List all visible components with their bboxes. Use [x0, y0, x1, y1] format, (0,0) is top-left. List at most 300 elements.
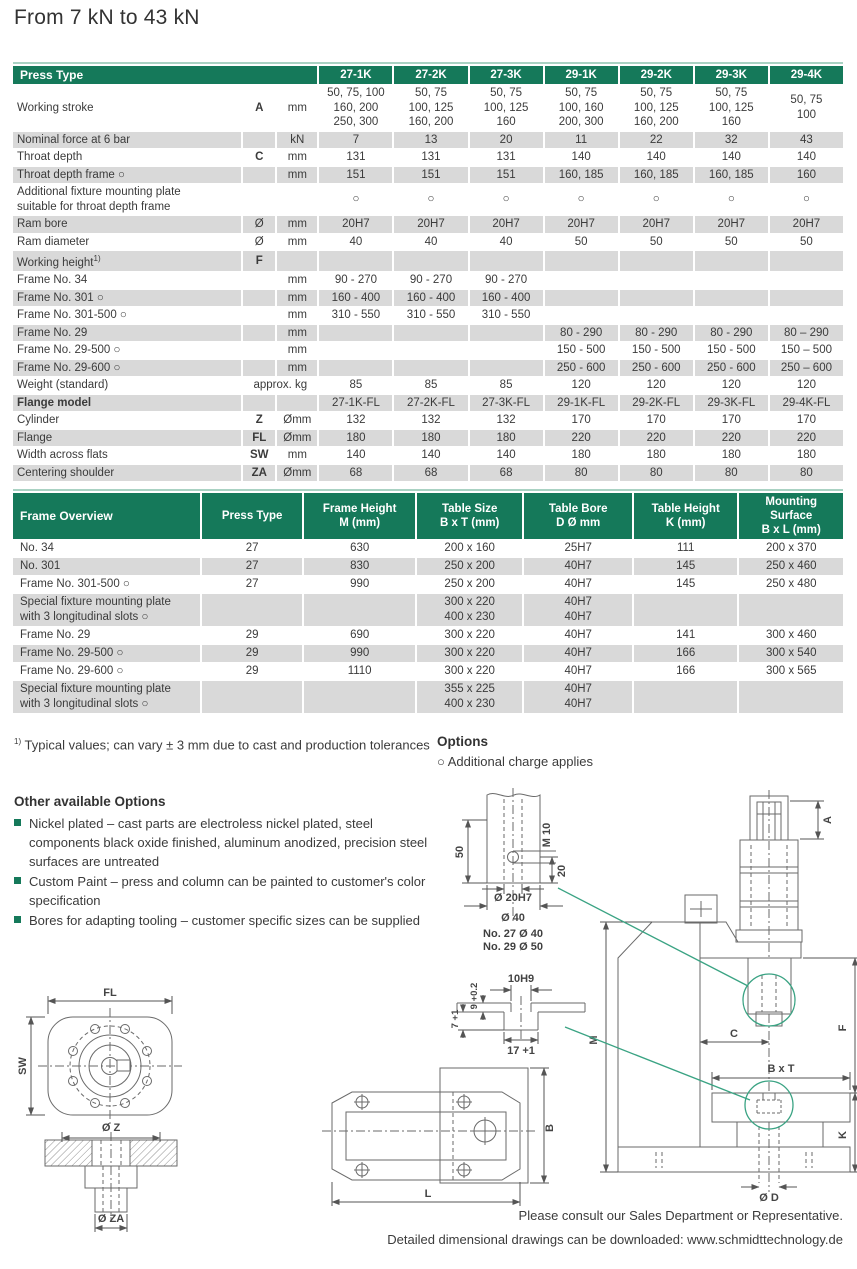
- row-value: ○: [620, 184, 693, 215]
- row-label: Throat depth: [13, 149, 241, 166]
- press-type-table-section: [13, 62, 843, 482]
- row-value: 180: [770, 447, 843, 464]
- row-value: 80: [620, 465, 693, 482]
- table-row: [13, 663, 843, 680]
- row-value: 120: [770, 377, 843, 394]
- row-unit: mm: [277, 307, 317, 324]
- frame-table-column-header: Press Type: [202, 493, 302, 539]
- frame-overview-table-section: [13, 489, 843, 714]
- row-value: 29: [202, 663, 302, 680]
- flange-dim-fl: FL: [103, 987, 117, 999]
- row-value: [620, 272, 693, 289]
- row-symbol: [243, 395, 275, 412]
- row-value: 140: [470, 447, 543, 464]
- option-list-item: Nickel plated – cast parts are electroless nickel plated, steel components black oxide finished, aluminum anodized, precision steel surfaces are untreated: [14, 814, 442, 871]
- page-title: From 7 kN to 43 kN: [14, 6, 200, 29]
- row-value: [739, 681, 843, 713]
- table-row: [13, 594, 843, 626]
- row-value: 166: [634, 645, 738, 662]
- press-dim-m: M: [588, 1035, 600, 1045]
- row-value: [695, 290, 768, 307]
- row-value: [394, 251, 467, 271]
- base-top-view-drawing: [322, 1068, 556, 1206]
- row-value: 160, 185: [545, 167, 618, 184]
- row-value: 160 - 400: [319, 290, 392, 307]
- row-label: Frame No. 29: [13, 325, 241, 342]
- row-value: 145: [634, 558, 738, 575]
- row-label: Nominal force at 6 bar: [13, 132, 241, 149]
- row-value: 180: [620, 447, 693, 464]
- row-value: 170: [770, 412, 843, 429]
- table-row: [13, 325, 843, 342]
- row-value: 300 x 540: [739, 645, 843, 662]
- row-symbol: [243, 360, 275, 377]
- row-value: [634, 681, 738, 713]
- row-value: [634, 594, 738, 626]
- row-value: 160 - 400: [470, 290, 543, 307]
- row-label: Frame No. 301-500 ○: [13, 576, 200, 593]
- press-dim-f: F: [837, 1024, 849, 1032]
- callout-line-slot: [565, 1027, 750, 1100]
- press-dim-a: A: [822, 816, 834, 824]
- row-value: 220: [545, 430, 618, 447]
- row-unit: mm: [277, 167, 317, 184]
- table-row: [13, 377, 843, 394]
- ram-dim-m10: M 10: [541, 822, 553, 848]
- technical-drawings: [0, 780, 857, 1269]
- table-row: [13, 465, 843, 482]
- press-dim-c: C: [730, 1028, 738, 1040]
- row-value: 150 - 500: [545, 342, 618, 359]
- row-value: 310 - 550: [394, 307, 467, 324]
- row-value: [319, 342, 392, 359]
- table-row: [13, 85, 843, 131]
- row-label: Ram diameter: [13, 234, 241, 251]
- row-value: 20H7: [620, 216, 693, 233]
- row-label: Width across flats: [13, 447, 241, 464]
- row-value: 170: [695, 412, 768, 429]
- row-label: Frame No. 29-600 ○: [13, 663, 200, 680]
- tslot-detail-drawing: [450, 973, 585, 1057]
- ram-note-29: No. 29 Ø 50: [483, 941, 543, 953]
- row-value: 132: [394, 412, 467, 429]
- row-value: 140: [545, 149, 618, 166]
- row-unit: Ømm: [277, 430, 317, 447]
- row-value: 830: [304, 558, 415, 575]
- options-block: [437, 732, 593, 772]
- press-type-column-header: 27-3K: [470, 66, 543, 84]
- row-value: 250 x 200: [417, 558, 523, 575]
- row-value: 990: [304, 645, 415, 662]
- row-value: 90 - 270: [394, 272, 467, 289]
- table-row: [13, 645, 843, 662]
- row-label: Throat depth frame ○: [13, 167, 241, 184]
- row-value: [545, 272, 618, 289]
- row-value: 355 x 225 400 x 230: [417, 681, 523, 713]
- row-value: 90 - 270: [470, 272, 543, 289]
- row-value: 40H7 40H7: [524, 681, 632, 713]
- row-value: [202, 594, 302, 626]
- row-value: 29-1K-FL: [545, 395, 618, 412]
- row-symbol: SW: [243, 447, 275, 464]
- row-label: Special fixture mounting plate with 3 longitudinal slots ○: [13, 681, 200, 713]
- row-unit: Ømm: [277, 465, 317, 482]
- row-value: 20H7: [394, 216, 467, 233]
- row-label: Frame No. 34: [13, 272, 241, 289]
- row-value: 250 - 600: [545, 360, 618, 377]
- press-type-column-header: 29-3K: [695, 66, 768, 84]
- row-value: [739, 594, 843, 626]
- row-unit: mm: [277, 325, 317, 342]
- row-label: No. 301: [13, 558, 200, 575]
- row-value: ○: [394, 184, 467, 215]
- row-label: Ram bore: [13, 216, 241, 233]
- row-label: Frame No. 29-600 ○: [13, 360, 241, 377]
- row-unit: kN: [277, 132, 317, 149]
- option-list-item: Custom Paint – press and column can be painted to customer's color specification: [14, 872, 442, 910]
- row-value: 40H7: [524, 645, 632, 662]
- frame-table-column-header: Table Size B x T (mm): [417, 493, 523, 539]
- row-value: 300 x 220 400 x 230: [417, 594, 523, 626]
- table-row: [13, 216, 843, 233]
- row-label: Special fixture mounting plate with 3 longitudinal slots ○: [13, 594, 200, 626]
- table-row: [13, 447, 843, 464]
- row-value: 120: [620, 377, 693, 394]
- row-value: 180: [695, 447, 768, 464]
- row-value: 29-2K-FL: [620, 395, 693, 412]
- row-value: 250 - 600: [695, 360, 768, 377]
- row-value: 40H7: [524, 627, 632, 644]
- row-value: 27: [202, 558, 302, 575]
- table-row: [13, 167, 843, 184]
- row-value: 220: [620, 430, 693, 447]
- row-value: 50, 75 100, 125 160, 200: [620, 85, 693, 131]
- row-label: Frame No. 301-500 ○: [13, 307, 241, 324]
- row-value: 180: [545, 447, 618, 464]
- base-bolt-holes: [354, 1094, 499, 1178]
- row-value: 29: [202, 645, 302, 662]
- row-value: 150 - 500: [620, 342, 693, 359]
- row-value: [470, 325, 543, 342]
- row-value: 140: [394, 447, 467, 464]
- footer-line-1: Please consult our Sales Department or Representative.: [518, 1208, 843, 1223]
- row-value: 13: [394, 132, 467, 149]
- press-type-column-header: 29-2K: [620, 66, 693, 84]
- row-symbol: C: [243, 149, 275, 166]
- row-value: 250 x 480: [739, 576, 843, 593]
- base-dim-b: B: [544, 1124, 556, 1132]
- table-header-row: [13, 493, 843, 539]
- row-value: 131: [394, 149, 467, 166]
- table-row: [13, 290, 843, 307]
- row-value: ○: [695, 184, 768, 215]
- row-value: 140: [620, 149, 693, 166]
- press-type-column-header: 27-2K: [394, 66, 467, 84]
- row-value: 120: [545, 377, 618, 394]
- row-symbol: [243, 184, 275, 215]
- row-value: [770, 251, 843, 271]
- row-value: 40H7: [524, 663, 632, 680]
- row-value: 140: [319, 447, 392, 464]
- row-value: 50, 75 100, 125 160: [470, 85, 543, 131]
- row-symbol: [243, 307, 275, 324]
- row-value: 250 x 200: [417, 576, 523, 593]
- row-value: 40H7: [524, 558, 632, 575]
- row-value: 20H7: [770, 216, 843, 233]
- row-symbol: Ø: [243, 234, 275, 251]
- row-value: [470, 360, 543, 377]
- row-symbol: [243, 325, 275, 342]
- row-label: Centering shoulder: [13, 465, 241, 482]
- row-label: Flange model: [13, 395, 241, 412]
- row-value: 300 x 220: [417, 663, 523, 680]
- ram-note-27: No. 27 Ø 40: [483, 928, 543, 940]
- row-value: [394, 342, 467, 359]
- row-symbol: Z: [243, 412, 275, 429]
- footer: [283, 1204, 843, 1252]
- table-row: [13, 360, 843, 377]
- row-value: [620, 290, 693, 307]
- row-value: 690: [304, 627, 415, 644]
- row-label: No. 34: [13, 540, 200, 557]
- table-accent-line: [13, 62, 843, 64]
- row-value: 11: [545, 132, 618, 149]
- row-symbol: A: [243, 85, 275, 131]
- row-value: 27: [202, 540, 302, 557]
- row-value: 220: [770, 430, 843, 447]
- row-value: 40: [319, 234, 392, 251]
- row-value: 90 - 270: [319, 272, 392, 289]
- row-value: 160 - 400: [394, 290, 467, 307]
- row-label: Working height$^{1)}$: [13, 251, 241, 271]
- row-value: 50, 75 100, 125 160: [695, 85, 768, 131]
- row-value: 40: [394, 234, 467, 251]
- row-value: 22: [620, 132, 693, 149]
- row-value: 80 – 290: [770, 325, 843, 342]
- row-value: 50: [770, 234, 843, 251]
- row-unit: approx. kg: [243, 377, 317, 394]
- table-row: [13, 342, 843, 359]
- row-value: 310 - 550: [470, 307, 543, 324]
- row-value: 300 x 220: [417, 627, 523, 644]
- press-type-column-header: 27-1K: [319, 66, 392, 84]
- row-value: 20H7: [545, 216, 618, 233]
- row-value: 170: [620, 412, 693, 429]
- row-value: 150 - 500: [695, 342, 768, 359]
- row-symbol: FL: [243, 430, 275, 447]
- row-value: 43: [770, 132, 843, 149]
- row-value: 40H7: [524, 576, 632, 593]
- row-value: 50, 75, 100 160, 200 250, 300: [319, 85, 392, 131]
- row-value: [770, 272, 843, 289]
- row-value: 27-1K-FL: [319, 395, 392, 412]
- row-label: Frame No. 301 ○: [13, 290, 241, 307]
- row-value: [394, 360, 467, 377]
- frame-table-column-header: Frame Height M (mm): [304, 493, 415, 539]
- row-unit: Ømm: [277, 412, 317, 429]
- row-value: 300 x 220: [417, 645, 523, 662]
- row-value: 40H7 40H7: [524, 594, 632, 626]
- row-value: 111: [634, 540, 738, 557]
- frame-table-column-header: Table Bore D Ø mm: [524, 493, 632, 539]
- row-value: 32: [695, 132, 768, 149]
- footnote: [14, 732, 434, 755]
- base-dim-l: L: [424, 1188, 432, 1200]
- row-label: Weight (standard): [13, 377, 241, 394]
- row-label: Frame No. 29-500 ○: [13, 645, 200, 662]
- row-symbol: [243, 132, 275, 149]
- press-type-table: [11, 65, 845, 482]
- row-value: 630: [304, 540, 415, 557]
- row-value: 27: [202, 576, 302, 593]
- tslot-dim-9: 9 +0.2: [469, 982, 480, 1010]
- footnote-text: Typical values; can vary ± 3 mm due to cast and production tolerances: [24, 737, 430, 753]
- press-dim-d: Ø D: [759, 1192, 779, 1204]
- row-value: 50: [695, 234, 768, 251]
- press-type-column-header: 29-4K: [770, 66, 843, 84]
- frame-table-column-header: Table Height K (mm): [634, 493, 738, 539]
- row-symbol: [243, 272, 275, 289]
- row-value: 160, 185: [695, 167, 768, 184]
- ram-dim-bore: Ø 20H7: [494, 892, 532, 904]
- row-value: 131: [470, 149, 543, 166]
- row-symbol: [243, 342, 275, 359]
- row-symbol: F: [243, 251, 275, 271]
- row-unit: [277, 184, 317, 215]
- row-value: [304, 681, 415, 713]
- row-value: 85: [319, 377, 392, 394]
- row-value: [770, 290, 843, 307]
- row-value: 40: [470, 234, 543, 251]
- row-unit: mm: [277, 342, 317, 359]
- table-accent-line: [13, 489, 843, 491]
- row-value: 151: [394, 167, 467, 184]
- table-row: [13, 540, 843, 557]
- row-value: 150 – 500: [770, 342, 843, 359]
- press-side-view-drawing: [588, 790, 857, 1204]
- flange-dim-za: Ø ZA: [97, 1213, 125, 1225]
- row-unit: [277, 251, 317, 271]
- row-value: [545, 290, 618, 307]
- row-value: 180: [394, 430, 467, 447]
- row-label: Cylinder: [13, 412, 241, 429]
- table-row: [13, 149, 843, 166]
- row-value: 250 - 600: [620, 360, 693, 377]
- footnote-marker: 1): [14, 737, 22, 746]
- row-value: 68: [394, 465, 467, 482]
- row-value: 80: [695, 465, 768, 482]
- row-value: 68: [319, 465, 392, 482]
- ram-dim-20: 20: [556, 864, 568, 878]
- row-value: 170: [545, 412, 618, 429]
- row-value: 132: [319, 412, 392, 429]
- row-label: Additional fixture mounting plate suitable for throat depth frame: [13, 184, 241, 215]
- row-value: 310 - 550: [319, 307, 392, 324]
- table-row: [13, 251, 843, 271]
- row-value: 131: [319, 149, 392, 166]
- row-value: 50: [545, 234, 618, 251]
- row-value: 29-4K-FL: [770, 395, 843, 412]
- row-value: [545, 307, 618, 324]
- row-value: 68: [470, 465, 543, 482]
- row-value: 25H7: [524, 540, 632, 557]
- table-row: [13, 272, 843, 289]
- row-value: 140: [695, 149, 768, 166]
- row-value: 151: [470, 167, 543, 184]
- row-value: 20H7: [319, 216, 392, 233]
- row-value: 300 x 460: [739, 627, 843, 644]
- row-unit: mm: [277, 447, 317, 464]
- row-unit: [277, 395, 317, 412]
- row-value: ○: [470, 184, 543, 215]
- row-value: 120: [695, 377, 768, 394]
- row-value: 50, 75 100: [770, 85, 843, 131]
- row-unit: mm: [277, 149, 317, 166]
- row-value: 29: [202, 627, 302, 644]
- ram-dim-outer: Ø 40: [501, 912, 525, 924]
- row-value: [304, 594, 415, 626]
- row-value: ○: [545, 184, 618, 215]
- row-value: 80: [545, 465, 618, 482]
- row-value: 141: [634, 627, 738, 644]
- row-value: 200 x 160: [417, 540, 523, 557]
- row-value: 85: [470, 377, 543, 394]
- row-value: 20H7: [695, 216, 768, 233]
- row-value: 200 x 370: [739, 540, 843, 557]
- row-value: 145: [634, 576, 738, 593]
- row-value: [319, 360, 392, 377]
- row-label: Frame No. 29: [13, 627, 200, 644]
- table-row: [13, 627, 843, 644]
- options-heading: Options: [437, 734, 488, 749]
- tslot-dim-17: 17 +1: [507, 1045, 535, 1057]
- row-unit: mm: [277, 85, 317, 131]
- row-value: 990: [304, 576, 415, 593]
- table-row: [13, 430, 843, 447]
- row-value: 29-3K-FL: [695, 395, 768, 412]
- row-label: Flange: [13, 430, 241, 447]
- press-type-column-header: 29-1K: [545, 66, 618, 84]
- row-unit: mm: [277, 360, 317, 377]
- row-value: 80 - 290: [620, 325, 693, 342]
- row-symbol: [243, 290, 275, 307]
- table-row: [13, 558, 843, 575]
- table-row: [13, 412, 843, 429]
- ram-dim-50: 50: [454, 845, 466, 859]
- table-row: [13, 132, 843, 149]
- row-value: [695, 251, 768, 271]
- row-value: 250 – 600: [770, 360, 843, 377]
- row-value: [695, 272, 768, 289]
- callout-line-ram: [558, 888, 748, 986]
- table-row: [13, 234, 843, 251]
- row-unit: mm: [277, 216, 317, 233]
- row-value: 80 - 290: [695, 325, 768, 342]
- row-value: 180: [319, 430, 392, 447]
- table-row: [13, 395, 843, 412]
- flange-dim-sw: SW: [17, 1057, 29, 1075]
- table-corner-label: Press Type: [13, 66, 317, 84]
- flange-drawing: [17, 987, 182, 1232]
- row-value: 50: [620, 234, 693, 251]
- frame-overview-table: [11, 492, 845, 714]
- row-value: ○: [319, 184, 392, 215]
- table-row: [13, 681, 843, 713]
- row-value: 166: [634, 663, 738, 680]
- table-header-row: [13, 66, 843, 84]
- table-row: [13, 576, 843, 593]
- options-item: ○ Additional charge applies: [437, 754, 594, 769]
